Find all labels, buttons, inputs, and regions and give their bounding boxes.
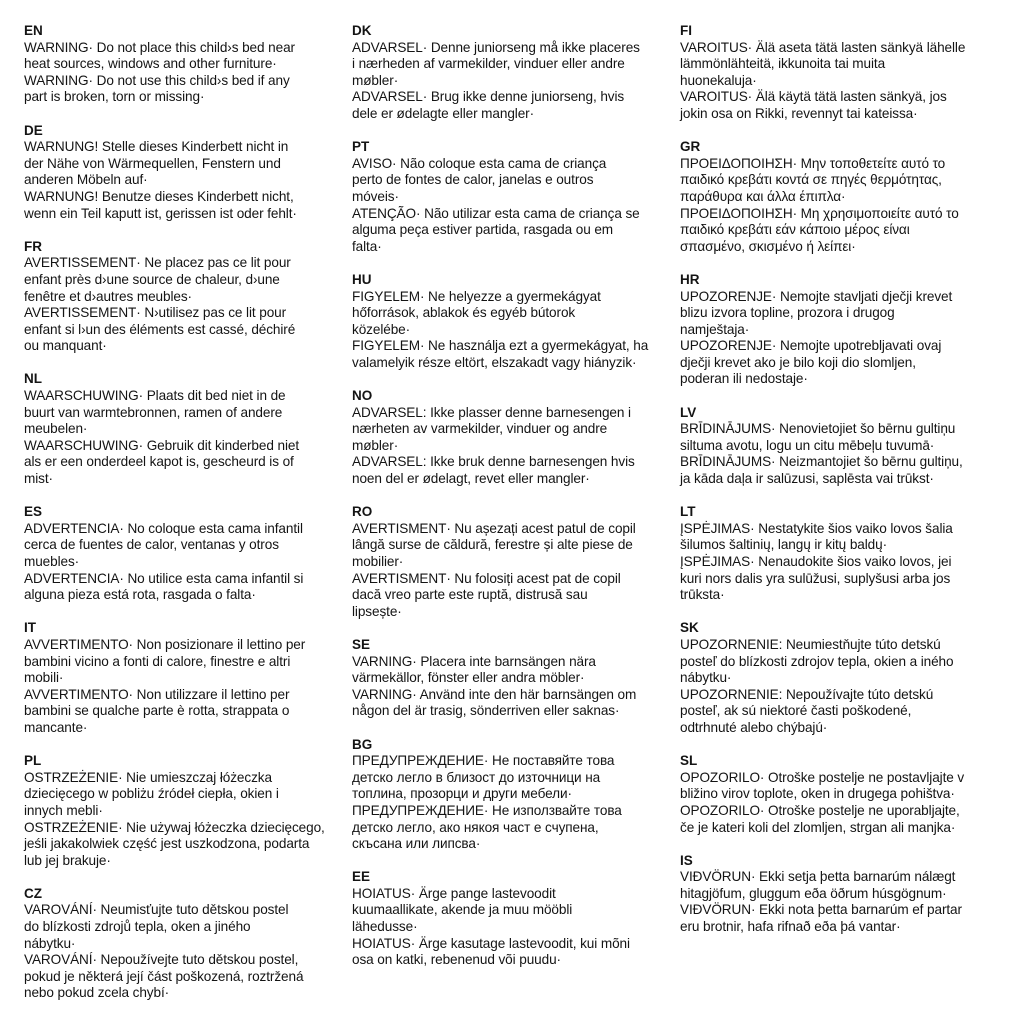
warning-section-sk [680,620,1010,736]
warning-text-line: AVVERTIMENTO· Non utilizzare il lettino per [24,686,290,702]
warning-section-nl [24,371,354,487]
warning-text-line: WARNUNG! Stelle dieses Kinderbett nicht in [24,139,289,155]
warning-section-es [24,504,354,604]
warning-text-line: namještaja· [680,321,750,337]
warning-text-line: AVERTISMENT· Nu așezați acest patul de copil [352,520,636,536]
warning-section-pt [352,139,682,255]
warning-text-line: ADVERTENCIA· No utilice esta cama infantil si [24,570,304,586]
language-code: FR [24,238,42,254]
warning-text-line: nábytku· [24,935,76,951]
warning-text-line: någon del är trasig, sönderriven eller saknas· [352,703,620,719]
warning-text-line: buurt van warmtebronnen, ramen of andere [24,404,283,420]
warning-text-line: jokin osa on Rikki, revennyt tai kateissa· [680,105,918,121]
warning-text-line: eru brotnir, hafa rifnað eða þá vantar· [680,919,901,935]
warnings-column-2 [352,23,682,985]
warning-text-line: AVVERTIMENTO· Non posizionare il lettino per [24,636,306,652]
warning-text-line: dziecięcego w pobliżu źródeł ciepła, okien i [24,786,279,802]
warning-text-line: AVERTISMENT· Nu folosiți acest pat de copil [352,570,621,586]
warning-text-line: mist· [24,471,53,487]
warning-text-line: valamelyik része eltört, elszakadt vagy hiányzik· [352,354,637,370]
language-code: IT [24,620,36,636]
warning-text-line: ĮSPĖJIMAS· Nenaudokite šios vaiko lovos, jei [680,554,952,569]
warning-text-line: ADVERTENCIA· No coloque esta cama infantil [24,520,303,536]
warning-section-hr [680,272,1010,388]
warning-text-line: huonekaluja· [680,72,757,88]
warning-text-line: i nærheden af varmekilder, vinduer eller andre [352,56,625,72]
warning-text-line: innych mebli· [24,802,103,818]
language-code: NL [24,371,42,387]
warning-text-line: ja kāda daļa ir salūzusi, saplēsta vai trūkst· [680,471,934,487]
language-code: PL [24,753,42,769]
warning-text-line: bambini se qualche parte è rotta, strappata o [24,703,290,719]
language-code: FI [680,23,692,38]
warning-text-line: osa on katki, rebenenud või puudu· [352,952,561,968]
warning-text-line: VARNING· Placera inte barnsängen nära [352,653,596,669]
warning-text-line: VARNING· Använd inte den här barnsängen om [352,686,637,702]
warning-text-line: BRĪDINĀJUMS· Nenovietojiet šo bērnu gultiņu [680,421,956,437]
warning-text-line: hőforrások, ablakok és egyéb bútorok [352,305,576,321]
warning-text-line: móveis· [352,188,399,204]
warning-text-line: WAARSCHUWING· Plaats dit bed niet in de [24,388,286,404]
warning-text-line: σπασμένο, σκισμένο ή λείπει· [680,238,856,254]
warning-text-line: nebo pokud zcela chybí· [24,985,170,1001]
warning-text-line: VAROVÁNÍ· Nepoužívejte tuto dětskou postel, [24,952,299,968]
warning-text-line: falta· [352,238,382,254]
warning-text-line: WARNING· Do not place this child›s bed near [24,39,295,55]
warning-section-fr [24,239,354,355]
warning-text-line: värmekällor, fönster eller andra möbler· [352,670,585,686]
language-code: IS [680,852,693,868]
warning-text-line: mancante· [24,719,88,735]
warning-section-gr [680,139,1010,255]
language-code: RO [352,504,373,520]
warning-section-lv [680,405,1010,488]
warning-text-line: VIÐVÖRUN· Ekki setja þetta barnarúm nálægt [680,869,956,885]
warning-text-line: der Nähe von Wärmequellen, Fenstern und [24,155,281,171]
warning-text-line: blizu izvora topline, prozora i drugog [680,305,895,321]
warning-text-line: bambini vicino a fonti di calore, finestre e altri [24,653,291,669]
warning-text-line: posteľ, ak sú niektoré časti poškodené, [680,703,912,719]
warning-text-line: AVERTISSEMENT· N›utilisez pas ce lit pour [24,305,287,321]
warning-section-no [352,388,682,488]
warning-text-line: ADVARSEL: Ikke plasser denne barnesengen i [352,404,631,420]
warning-text-line: ADVARSEL· Denne juniorseng må ikke placeres [352,39,640,55]
warning-section-fi [680,23,1010,123]
warning-text-line: heat sources, windows and other furniture· [24,56,277,72]
warning-section-is [680,853,1010,936]
warning-text-line: παιδικό κρεβάτι κοντά σε πηγές θερμότητας, [680,172,942,188]
language-code: SK [680,620,699,636]
language-code: DK [352,23,372,38]
warning-text-line: ПРЕДУПРЕЖДЕНИЕ· Не използвайте това [352,802,622,818]
warning-text-line: ΠΡΟΕΙΔΟΠΟΙΗΣΗ· Μη χρησιμοποιείτε αυτό το [680,205,959,221]
warning-section-sl [680,753,1010,836]
warning-text-line: ou manquant· [24,338,107,354]
warning-text-line: perto de fontes de calor, janelas e outros [352,172,594,188]
warning-text-line: lângă surse de căldură, ferestre și alte piese de [352,537,633,553]
language-code: EE [352,869,371,885]
language-code: DE [24,122,43,138]
warning-text-line: OPOZORILO· Otroške postelje ne postavljajte v [680,769,965,785]
warning-text-line: bližino virov toplote, oken in drugega pohištva· [680,786,955,802]
warning-text-line: lähedusse· [352,919,418,935]
warning-text-line: παιδικό κρεβάτι εάν κάποιο μέρος είναι [680,222,910,238]
warning-text-line: VIÐVÖRUN· Ekki nota þetta barnarúm ef partar [680,902,962,918]
warning-text-line: ПРЕДУПРЕЖДЕНИЕ· Не поставяйте това [352,753,615,769]
warning-text-line: WAARSCHUWING· Gebruik dit kinderbed niet [24,437,300,453]
warning-text-line: közelébe· [352,321,411,337]
warning-text-line: wenn ein Teil kaputt ist, gerissen ist oder fehlt· [24,205,297,221]
warning-text-line: posteľ do blízkosti zdrojov tepla, okien a iného [680,653,954,669]
warning-text-line: OPOZORILO· Otroške postelje ne uporabljajte, [680,802,960,818]
warning-text-line: UPOZORNENIE: Nepoužívajte túto detskú [680,686,934,702]
warning-text-line: OSTRZEŻENIE· Nie używaj łóżeczka dziecięcego, [24,819,325,835]
warning-text-line: noen del er ødelagt, revet eller mangler· [352,471,590,487]
warning-text-line: HOIATUS· Ärge kasutage lastevoodit, kui mõni [352,935,630,951]
warning-text-line: dele er ødelagte eller mangler· [352,105,535,121]
warning-text-line: ΠΡΟΕΙΔΟΠΟΙΗΣΗ· Μην τοποθετείτε αυτό το [680,155,946,171]
warning-text-line: trūksta· [680,587,725,603]
warning-text-line: UPOZORENJE· Nemojte stavljati dječji krevet [680,288,953,304]
language-code: CZ [24,885,42,901]
warning-text-line: ADVARSEL: Ikke bruk denne barnesengen hvis [352,454,635,470]
language-code: SE [352,636,371,652]
warning-text-line: enfant près d›une source de chaleur, d›une [24,271,280,287]
warning-text-line: ATENÇÃO· Não utilizar esta cama de criança se [352,205,640,221]
warning-text-line: siltuma avotu, logu un citu mēbeļu tuvumā· [680,437,935,453]
warning-text-line: ADVARSEL· Brug ikke denne juniorseng, hvis [352,89,625,105]
warning-text-line: cerca de fuentes de calor, ventanas y otros [24,537,279,553]
warning-text-line: part is broken, torn or missing· [24,89,205,105]
warning-text-line: møbler· [352,437,399,453]
warning-text-line: šilumos šaltinių, langų ir kitų baldų· [680,537,888,553]
warning-text-line: скъсана или липсва· [352,836,481,852]
language-code: PT [352,139,370,155]
warning-text-line: ĮSPĖJIMAS· Nestatykite šios vaiko lovos šalia [680,520,953,536]
warning-text-line: FIGYELEM· Ne helyezze a gyermekágyat [352,288,601,304]
warning-text-line: топлина, прозорци и други мебели· [352,786,572,802]
warning-text-line: mobili· [24,670,64,686]
warning-section-pl [24,753,354,869]
warning-text-line: παράθυρα και άλλα έπιπλα· [680,188,846,204]
warning-text-line: FIGYELEM· Ne használja ezt a gyermekágyat, ha [352,338,649,354]
warning-text-line: do blízkosti zdrojů tepla, oken a jiného [24,919,251,935]
warnings-column-3 [680,23,1010,952]
warning-section-lt [680,504,1010,604]
warning-text-line: детско легло, ако някоя част е счупена, [352,819,599,835]
language-code: ES [24,504,43,520]
warning-text-line: jeśli jakakolwiek część jest uszkodzona, podarta [24,836,310,852]
warning-text-line: alguma peça estiver partida, rasgada ou em [352,222,614,238]
warning-text-line: møbler· [352,72,399,88]
warning-text-line: če je kateri koli del zlomljen, strgan ali manjka· [680,819,956,835]
warning-section-hu [352,272,682,372]
warning-text-line: UPOZORENJE· Nemojte upotrebljavati ovaj [680,338,942,354]
language-code: LV [680,404,697,420]
warning-text-line: meubelen· [24,421,88,437]
warning-text-line: als er een onderdeel kapot is, gescheurd is of [24,454,294,470]
warning-text-line: hitagjöfum, gluggum eða öðrum húsgögnum· [680,885,947,901]
warning-text-line: AVERTISSEMENT· Ne placez pas ce lit pour [24,255,291,271]
warning-text-line: WARNING· Do not use this child›s bed if any [24,72,290,88]
warning-section-cz [24,886,354,1002]
warning-text-line: anderen Möbeln auf· [24,172,148,188]
warning-text-line: HOIATUS· Ärge pange lastevoodit [352,885,556,901]
warning-text-line: poderan ili nedostaje· [680,371,808,387]
warnings-column-1 [24,23,354,1019]
warning-section-dk [352,23,682,123]
warning-section-bg [352,737,682,853]
warning-text-line: OSTRZEŻENIE· Nie umieszczaj łóżeczka [24,769,272,785]
warning-text-line: enfant si l›un des éléments est cassé, déchiré [24,321,296,337]
warning-text-line: pokud je některá její část poškozená, roztržená [24,968,304,984]
warning-text-line: lämmönlähteitä, ikkunoita tai muita [680,56,886,72]
warning-section-it [24,620,354,736]
warning-text-line: nábytku· [680,670,732,686]
warning-text-line: odtrhnuté alebo chýbajú· [680,719,828,735]
language-code: SL [680,753,698,769]
language-code: EN [24,23,43,38]
warning-section-se [352,637,682,720]
language-code: BG [352,736,373,752]
language-code: GR [680,139,701,155]
warning-text-line: dacă vreo parte este ruptă, distrusă sau [352,587,588,603]
warning-text-line: детско легло в близост до източници на [352,769,601,785]
warning-text-line: alguna pieza está rota, rasgada o falta· [24,587,256,603]
warning-text-line: VAROVÁNÍ· Neumisťujte tuto dětskou postel [24,902,289,918]
warning-text-line: fenêtre et d›autres meubles· [24,288,192,304]
warning-text-line: BRĪDINĀJUMS· Neizmantojiet šo bērnu gultiņu, [680,454,963,470]
warning-text-line: kuri nors dalis yra sulūžusi, suplyšusi arba jos [680,570,951,586]
warning-text-line: lub jej brakuje· [24,852,111,868]
warning-text-line: AVISO· Não coloque esta cama de criança [352,155,607,171]
warning-text-line: muebles· [24,554,80,569]
warning-text-line: lipsește· [352,603,402,619]
language-code: NO [352,388,373,404]
warning-section-ro [352,504,682,620]
warning-text-line: nærheten av varmekilder, vinduer og andre [352,421,608,437]
warning-section-de [24,123,354,223]
warning-text-line: WARNUNG! Benutze dieses Kinderbett nicht, [24,188,294,204]
warning-text-line: VAROITUS· Älä aseta tätä lasten sänkyä lähelle [680,39,966,55]
warning-text-line: VAROITUS· Älä käytä tätä lasten sänkyä, jos [680,89,947,105]
warning-section-en [24,23,354,106]
warning-text-line: kuumaallikate, akende ja muu mööbli [352,902,573,918]
language-code: HU [352,271,372,287]
warning-text-line: dječji krevet ako je bilo koji dio slomljen, [680,354,916,370]
warning-text-line: UPOZORNENIE: Neumiestňujte túto detskú [680,636,941,652]
warning-section-ee [352,869,682,969]
warning-text-line: mobilier· [352,554,404,569]
language-code: HR [680,271,700,287]
language-code: LT [680,504,696,520]
